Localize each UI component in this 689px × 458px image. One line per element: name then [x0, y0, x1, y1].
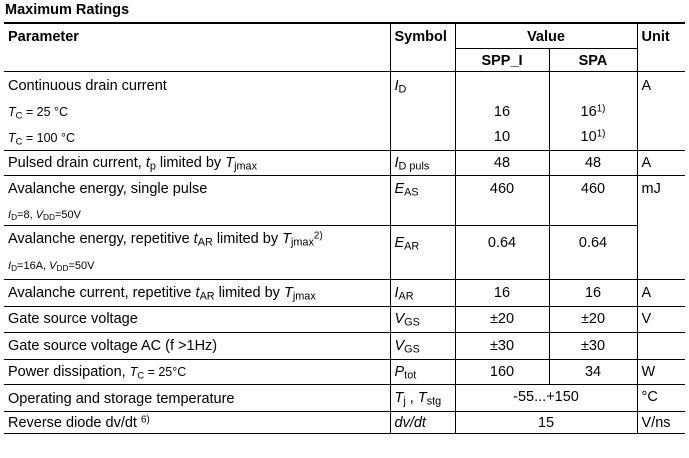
header-unit: Unit — [637, 24, 685, 71]
spa-cell: ±20 — [549, 306, 637, 332]
spp-cell: 16 10 — [455, 71, 549, 150]
spa-cell: ±30 — [549, 332, 637, 359]
value-cell: -55...+150 — [455, 384, 637, 411]
spa-cell: 460 — [549, 175, 637, 225]
unit-cell: A — [637, 71, 685, 150]
param-cell: Avalanche current, repetitive $t_{AR}$ limited by $T_{jmax}$ — [4, 279, 390, 306]
spp-cell: ±30 — [455, 332, 549, 359]
spa-cell: 16$^{1)}$ 10$^{1)}$ — [549, 71, 637, 150]
param-cell: Reverse diode dv/dt $^{6)}$ — [4, 411, 390, 433]
section-title: Maximum Ratings — [5, 2, 130, 18]
spp-cell: 48 — [455, 150, 549, 175]
symbol-cell: $P_{tot}$ — [390, 359, 455, 384]
param-cell: Gate source voltage — [4, 306, 390, 332]
symbol-cell: $T_j$ , $T_{stg}$ — [390, 384, 455, 411]
row-avalanche-energy-repetitive — [4, 225, 685, 279]
row-continuous-drain-current — [4, 71, 685, 150]
param-cell: Pulsed drain current, $t_p$ limited by $T_{jmax}$ — [4, 150, 390, 175]
row-power-dissipation — [4, 359, 685, 384]
param-cell — [4, 71, 390, 150]
symbol-cell: dv/dt — [390, 411, 455, 433]
spp-cell: 0.64 — [455, 225, 549, 279]
symbol-cell: $V_{GS}$ — [390, 332, 455, 359]
symbol-cell: $I_D$ — [390, 71, 455, 150]
spp-cell: ±20 — [455, 306, 549, 332]
spa-cell: 48 — [549, 150, 637, 175]
unit-cell: A — [637, 279, 685, 306]
symbol-cell: $E_{AR}$ — [390, 225, 455, 279]
maximum-ratings-table — [4, 24, 685, 434]
value-cell: 15 — [455, 411, 637, 433]
unit-cell: mJ — [637, 175, 685, 279]
row-operating-temperature — [4, 384, 685, 411]
spa-cell: 34 — [549, 359, 637, 384]
header-spa: SPA — [549, 48, 637, 71]
cond-tc100: $T_C = 100$ °C — [8, 130, 76, 146]
unit-cell: °C — [637, 384, 685, 411]
param-cell: Avalanche energy, repetitive $t_{AR}$ limited by $T_{jmax}^{2)}$ $I_D=16A$, $V_{DD}=50V$ — [4, 225, 390, 279]
cond-tc25: $T_C = 25$ °C — [8, 104, 69, 120]
param-cell: Avalanche energy, single pulse $I_D=8$, $V_{DD}=50V$ — [4, 175, 390, 225]
header-parameter: Parameter — [4, 24, 390, 71]
unit-cell: V — [637, 306, 685, 332]
row-gate-source-voltage-ac — [4, 332, 685, 359]
spp-cell: 160 — [455, 359, 549, 384]
header-value: Value — [455, 24, 637, 48]
row-avalanche-energy-single — [4, 175, 685, 225]
header-symbol: Symbol — [390, 24, 455, 71]
unit-cell: W — [637, 359, 685, 384]
row-gate-source-voltage — [4, 306, 685, 332]
param-cell: Operating and storage temperature — [4, 384, 390, 411]
param-cell: Power dissipation, $T_C = 25^\circ C$ — [4, 359, 390, 384]
spp-cell: 16 — [455, 279, 549, 306]
unit-cell: A — [637, 150, 685, 175]
param-text: Continuous drain current — [8, 77, 167, 94]
spp-cell: 460 — [455, 175, 549, 225]
row-reverse-diode-dvdt — [4, 411, 685, 433]
param-cell: Gate source voltage AC (f >1Hz) — [4, 332, 390, 359]
symbol-cell: $I_{D puls}$ — [390, 150, 455, 175]
row-pulsed-drain-current — [4, 150, 685, 175]
row-avalanche-current — [4, 279, 685, 306]
header-spp: SPP_I — [455, 48, 549, 71]
unit-cell-empty — [637, 332, 685, 359]
unit-cell: V/ns — [637, 411, 685, 433]
symbol-cell: $V_{GS}$ — [390, 306, 455, 332]
cond-eas: $I_D=8$, $V_{DD}=50V$ — [8, 208, 81, 222]
spa-cell: 16 — [549, 279, 637, 306]
header-row — [4, 24, 685, 48]
spa-cell: 0.64 — [549, 225, 637, 279]
symbol-cell: $E_{AS}$ — [390, 175, 455, 225]
symbol-cell: $I_{AR}$ — [390, 279, 455, 306]
cond-ear: $I_D=16A$, $V_{DD}=50V$ — [8, 259, 95, 273]
